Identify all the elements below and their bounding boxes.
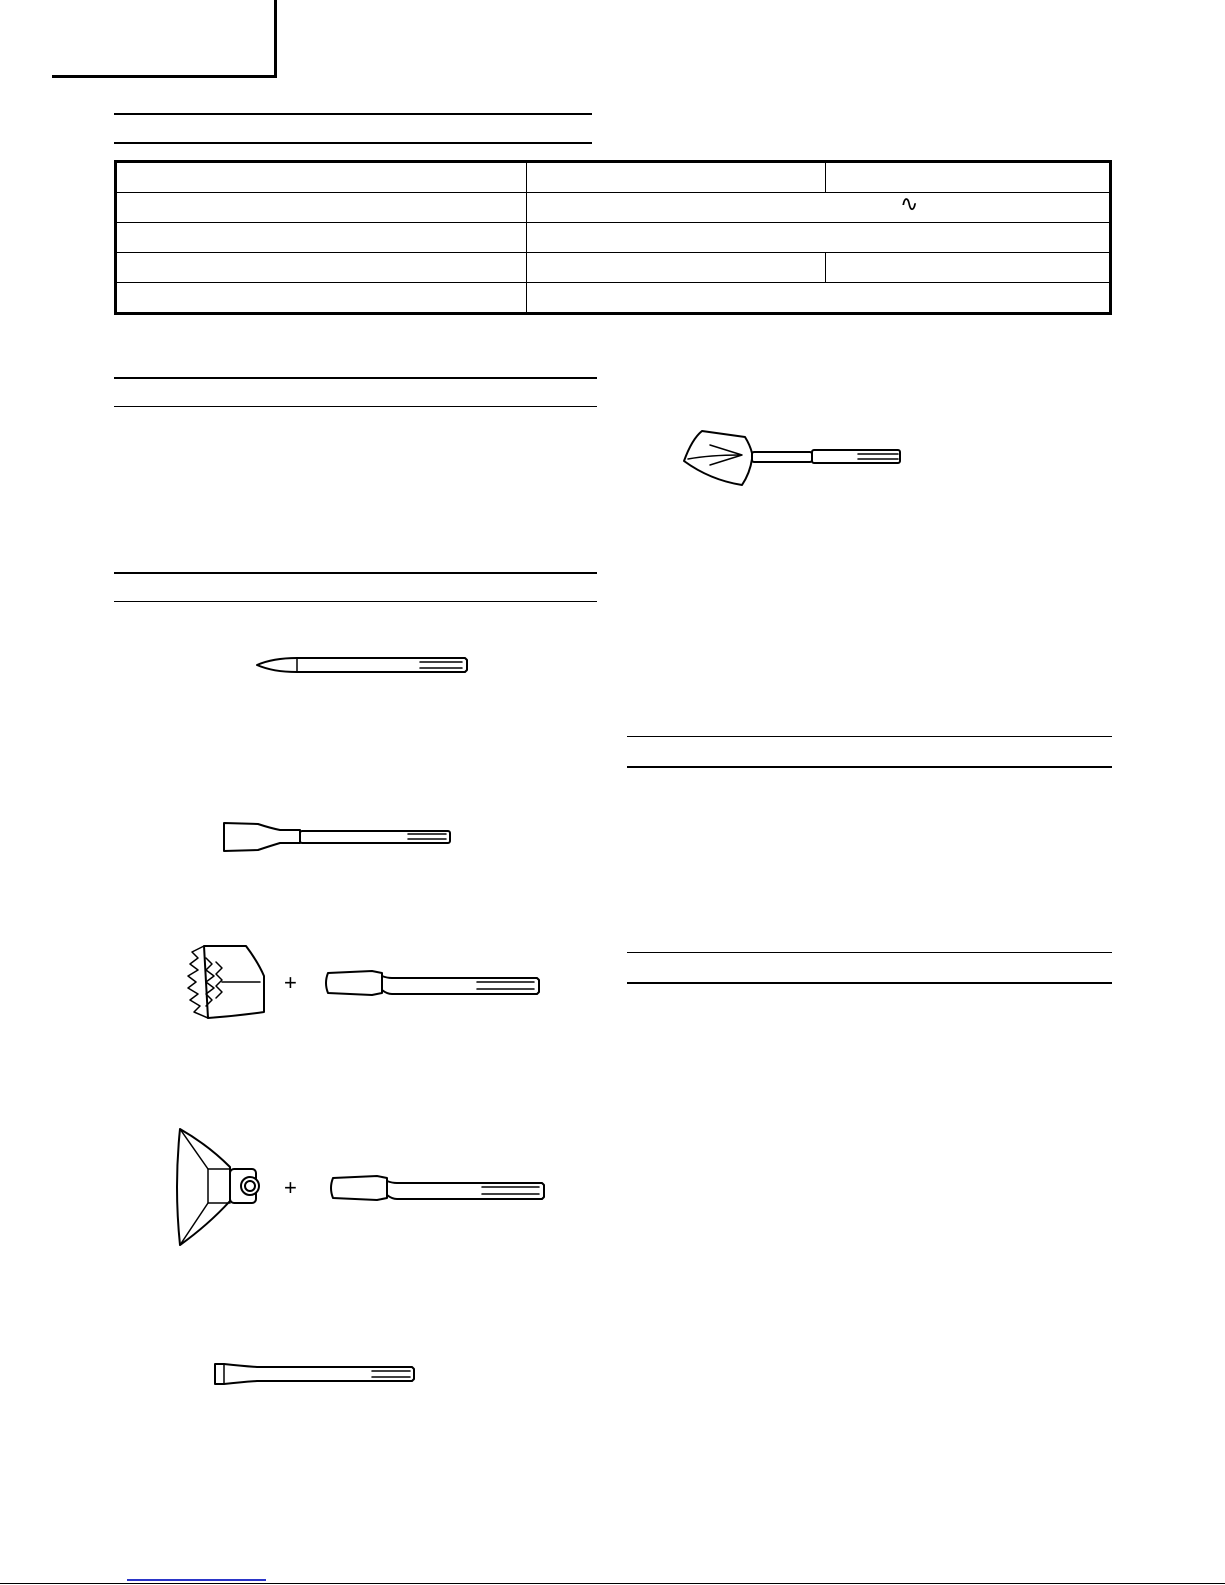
plus-sign: + — [284, 970, 297, 995]
standard-accessories-rule-bottom — [114, 406, 597, 407]
ac-symbol: ∿ — [900, 191, 919, 216]
table-cell — [116, 283, 527, 314]
table-cell — [527, 223, 1111, 253]
table-cell — [826, 162, 1111, 193]
prior-to-operation-rule-top — [627, 952, 1112, 953]
specifications-table — [114, 160, 1112, 315]
optional-accessories-rule-bottom — [114, 601, 597, 602]
table-cell — [116, 162, 527, 193]
table-cell — [826, 253, 1111, 283]
plus-sign: + — [284, 1175, 297, 1200]
table-cell — [527, 162, 826, 193]
bushing-tool-icon — [186, 942, 266, 1020]
shank-icon — [327, 1173, 547, 1203]
standard-accessories-rule-top — [114, 377, 597, 379]
applications-rule-top — [627, 736, 1112, 737]
cold-chisel-icon — [220, 820, 455, 855]
narrow-chisel-icon — [212, 1362, 417, 1386]
table-row — [116, 193, 1111, 223]
table-row — [116, 223, 1111, 253]
table-cell — [116, 223, 527, 253]
table-row — [116, 162, 1111, 193]
table-row — [116, 253, 1111, 283]
optional-accessories-rule-top — [114, 572, 597, 574]
table-cell — [527, 283, 1111, 314]
table-cell — [527, 253, 826, 283]
table-cell — [527, 193, 1111, 223]
specifications-heading-rule-top — [114, 113, 592, 115]
tamper-icon — [168, 1125, 268, 1250]
header-tab-frame — [52, 0, 277, 78]
table-cell — [116, 253, 527, 283]
specifications-heading-rule-bottom — [114, 142, 592, 144]
table-row — [116, 283, 1111, 314]
bull-point-icon — [255, 655, 470, 675]
applications-rule-bottom — [627, 766, 1112, 768]
footer-rule — [0, 1583, 1225, 1584]
table-cell — [116, 193, 527, 223]
clay-spade-icon — [680, 425, 905, 490]
prior-to-operation-rule-bottom — [627, 982, 1112, 984]
footer-link-underline — [127, 1579, 266, 1581]
shank-icon — [322, 968, 542, 998]
